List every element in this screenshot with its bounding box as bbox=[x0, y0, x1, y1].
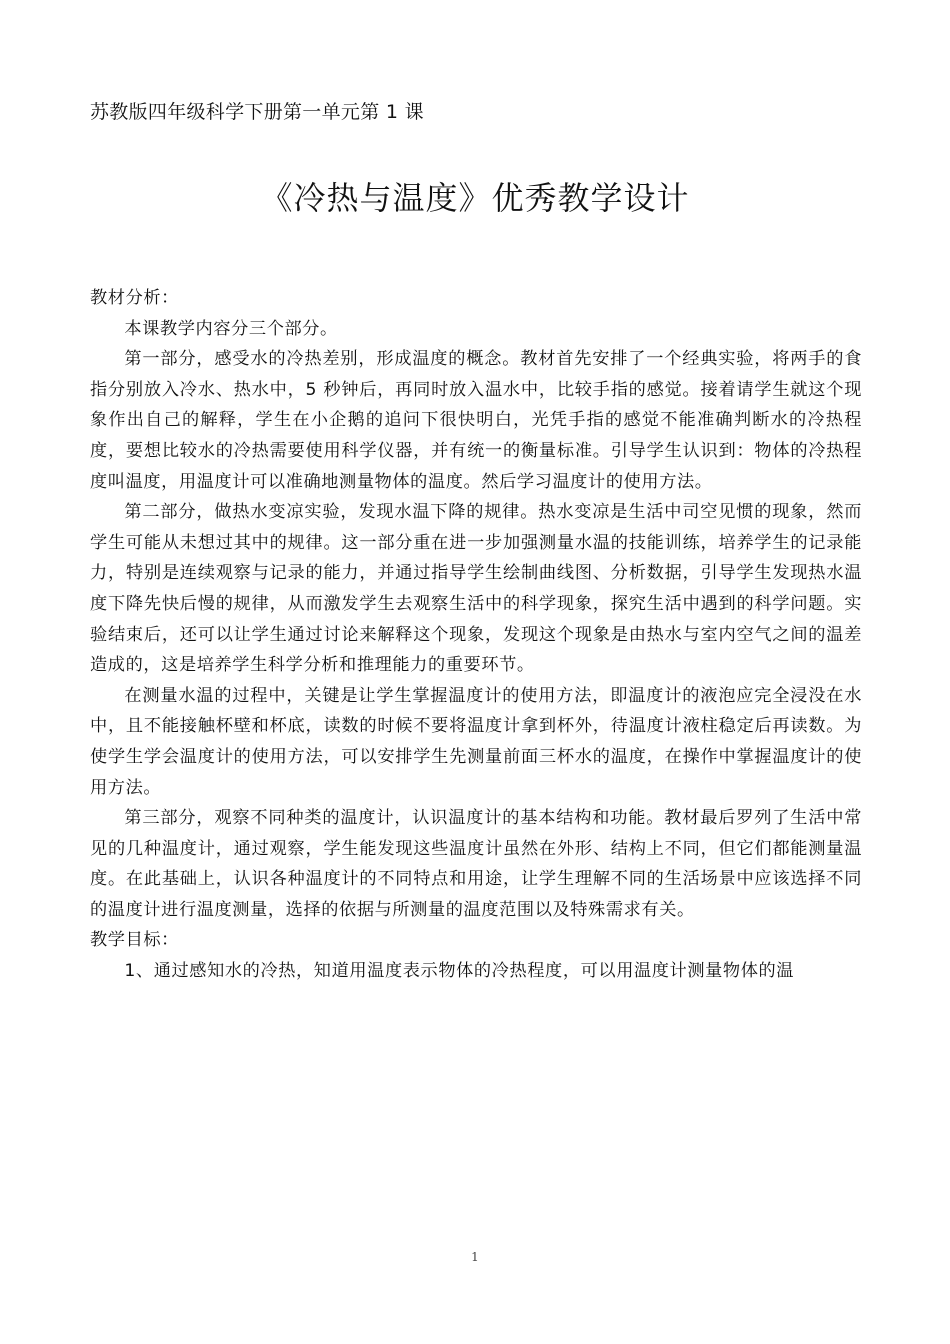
document-title: 《冷热与温度》优秀教学设计 bbox=[260, 179, 690, 217]
paragraph-part-one: 第一部分，感受水的冷热差别，形成温度的概念。教材首先安排了一个经典实验，将两手的食指分别放入冷水、热水中，5 秒钟后，再同时放入温水中，比较手指的感觉。接着请学生就这个现象作出自己的解释，学生在小企鹅的追问下很快明白，光凭手指的感觉不能准确判断水的冷热程度，要想比较水的冷热需要使用科学仪器，并有统一的衡量标准。引导学生认识到：物体的冷热程度叫温度，用温度计可以准确地测量物体的温度。然后学习温度计的使用方法。 bbox=[90, 349, 862, 492]
paragraph-part-two: 第二部分，做热水变凉实验，发现水温下降的规律。热水变凉是生活中司空见惯的现象，然而学生可能从未想过其中的规律。这一部分重在进一步加强测量水温的技能训练，培养学生的记录能力，特别是连续观察与记录的能力，并通过指导学生绘制曲线图、分析数据，引导学生发现热水温度下降先快后慢的规律，从而激发学生去观察生活中的科学现象，探究生活中遇到的科学问题。实验结束后，还可以让学生通过讨论来解释这个现象，发现这个现象是由热水与室内空气之间的温差造成的，这是培养学生科学分析和推理能力的重要环节。 bbox=[90, 502, 862, 676]
section-heading-analysis: 教材分析： bbox=[90, 288, 179, 308]
goal-item-1: 1、通过感知水的冷热，知道用温度表示物体的冷热程度，可以用温度计测量物体的温 bbox=[124, 961, 795, 982]
page-number: 1 bbox=[471, 1250, 479, 1264]
lesson-subtitle: 苏教版四年级科学下册第一单元第 1 课 bbox=[90, 101, 424, 123]
paragraph-measurement: 在测量水温的过程中，关键是让学生掌握温度计的使用方法，即温度计的液泡应完全浸没在水中，且不能接触杯壁和杯底，读数的时候不要将温度计拿到杯外，待温度计液柱稳定后再读数。为使学生学会温度计的使用方法，可以安排学生先测量前面三杯水的温度，在操作中掌握温度计的使用方法。 bbox=[90, 685, 862, 798]
paragraph-part-three: 第三部分，观察不同种类的温度计，认识温度计的基本结构和功能。教材最后罗列了生活中常见的几种温度计，通过观察，学生能发现这些温度计虽然在外形、结构上不同，但它们都能测量温度。在此基础上，认识各种温度计的不同特点和用途，让学生理解不同的生活场景中应该选择不同的温度计进行温度测量，选择的依据与所测量的温度范围以及特殊需求有关。 bbox=[90, 808, 862, 920]
paragraph-intro: 本课教学内容分三个部分。 bbox=[124, 318, 338, 339]
section-heading-goals: 教学目标： bbox=[90, 930, 179, 951]
document-body bbox=[90, 283, 862, 987]
